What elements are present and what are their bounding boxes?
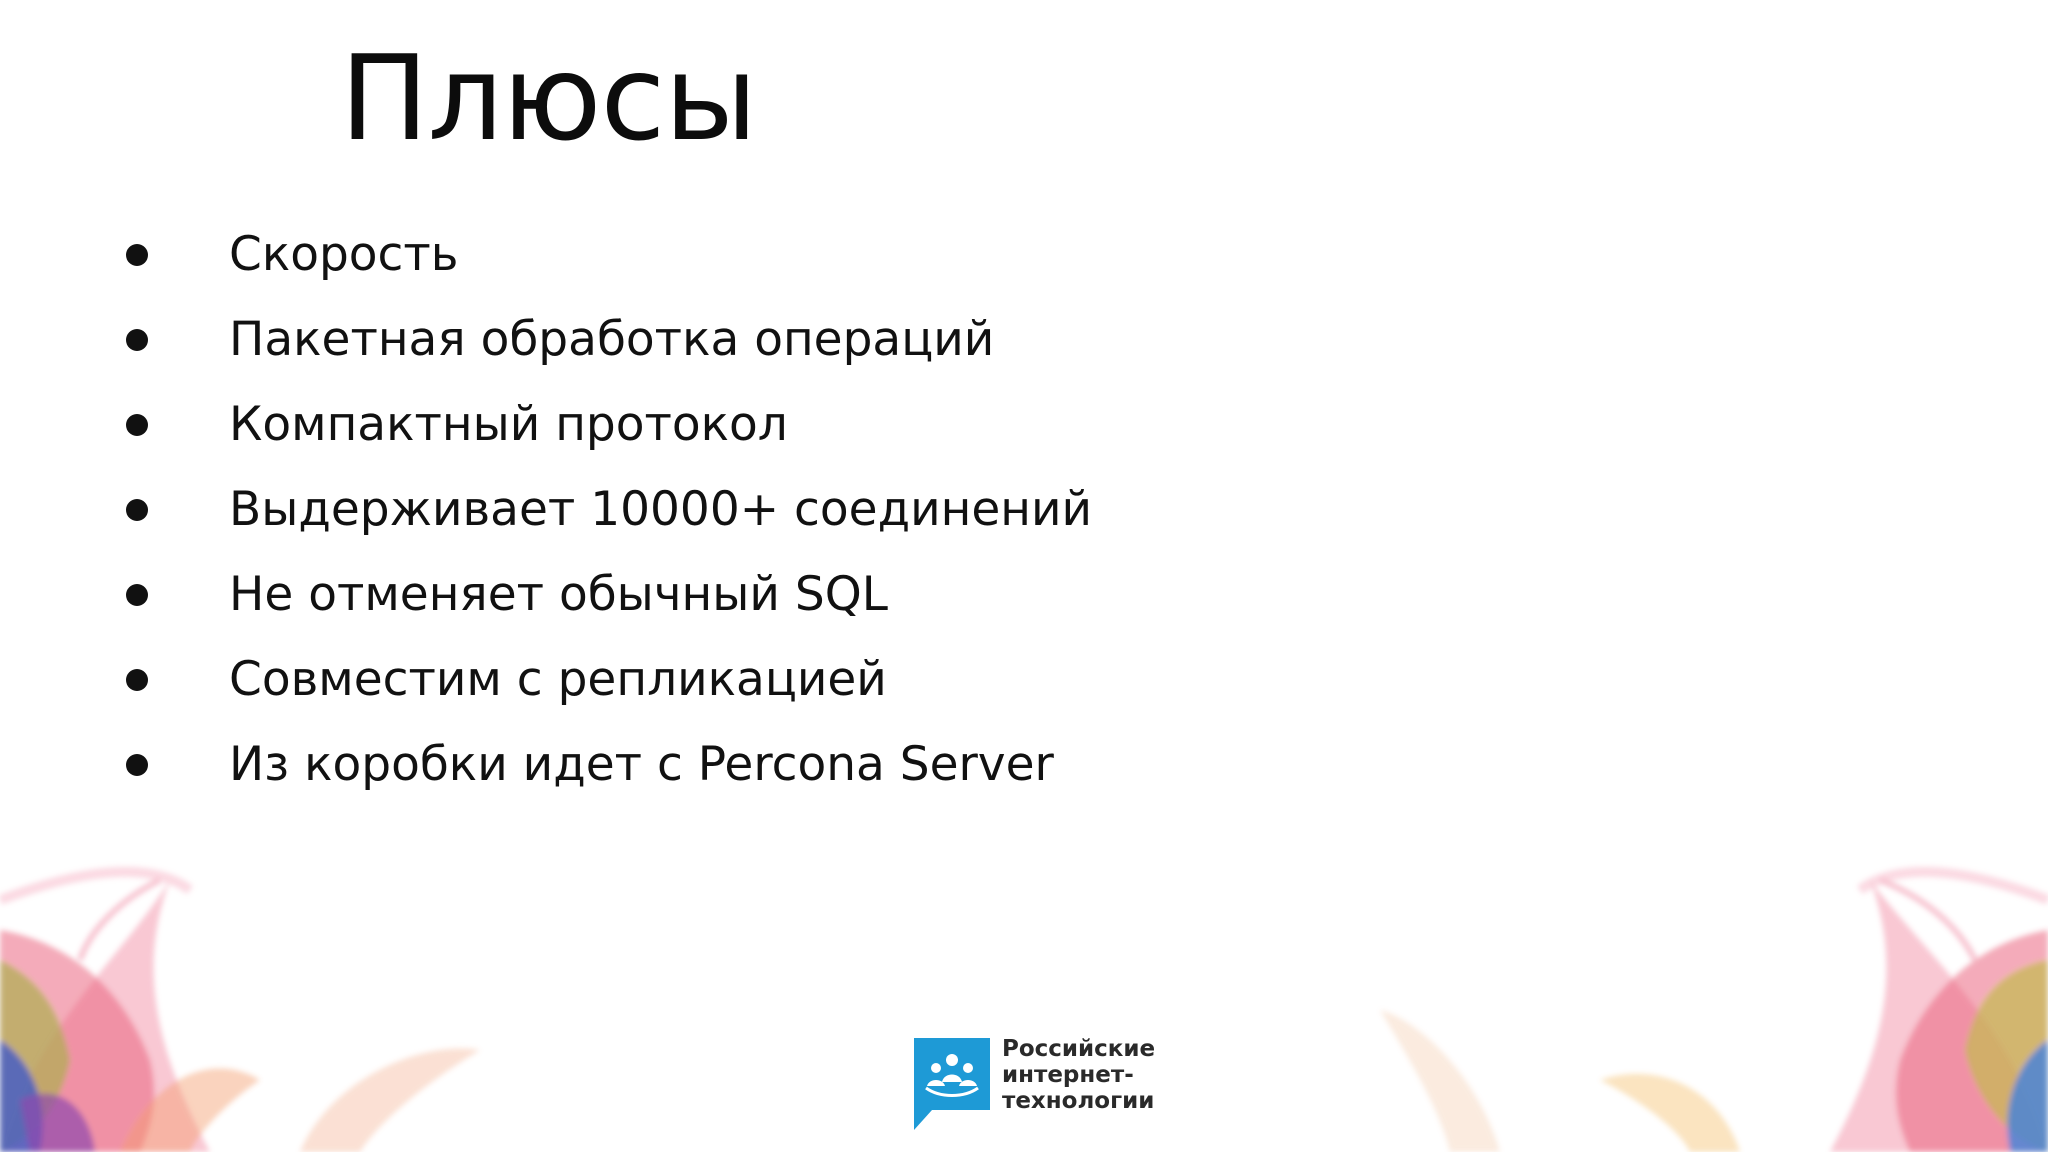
bullet-text: Совместим с репликацией xyxy=(229,652,887,707)
logo-line: интернет- xyxy=(1002,1062,1134,1088)
bullet-text: Пакетная обработка операций xyxy=(229,312,995,367)
bullet-text: Не отменяет обычный SQL xyxy=(229,567,888,622)
bullet-dot xyxy=(126,584,148,606)
logo-line: технологии xyxy=(1002,1088,1155,1114)
bullet-dot xyxy=(126,329,148,351)
people-speech-bubble-icon xyxy=(914,1038,990,1130)
bullet-dot xyxy=(126,244,148,266)
bullet-dot xyxy=(126,499,148,521)
logo-text xyxy=(1002,1036,1155,1114)
bullet-text: Скорость xyxy=(229,227,459,282)
bullet-text: Из коробки идет с Percona Server xyxy=(229,737,1054,792)
bullet-dot xyxy=(126,754,148,776)
bullet-dot xyxy=(126,669,148,691)
ritconf-logo xyxy=(914,1036,1174,1130)
right-smoke xyxy=(1380,872,2048,1152)
bullet-dot xyxy=(126,414,148,436)
left-smoke xyxy=(0,872,480,1152)
bullet-text: Выдерживает 10000+ соединений xyxy=(229,482,1093,537)
logo-line: Российские xyxy=(1002,1036,1156,1062)
bullet-text: Компактный протокол xyxy=(229,397,788,452)
slide-title: Плюсы xyxy=(340,29,757,167)
